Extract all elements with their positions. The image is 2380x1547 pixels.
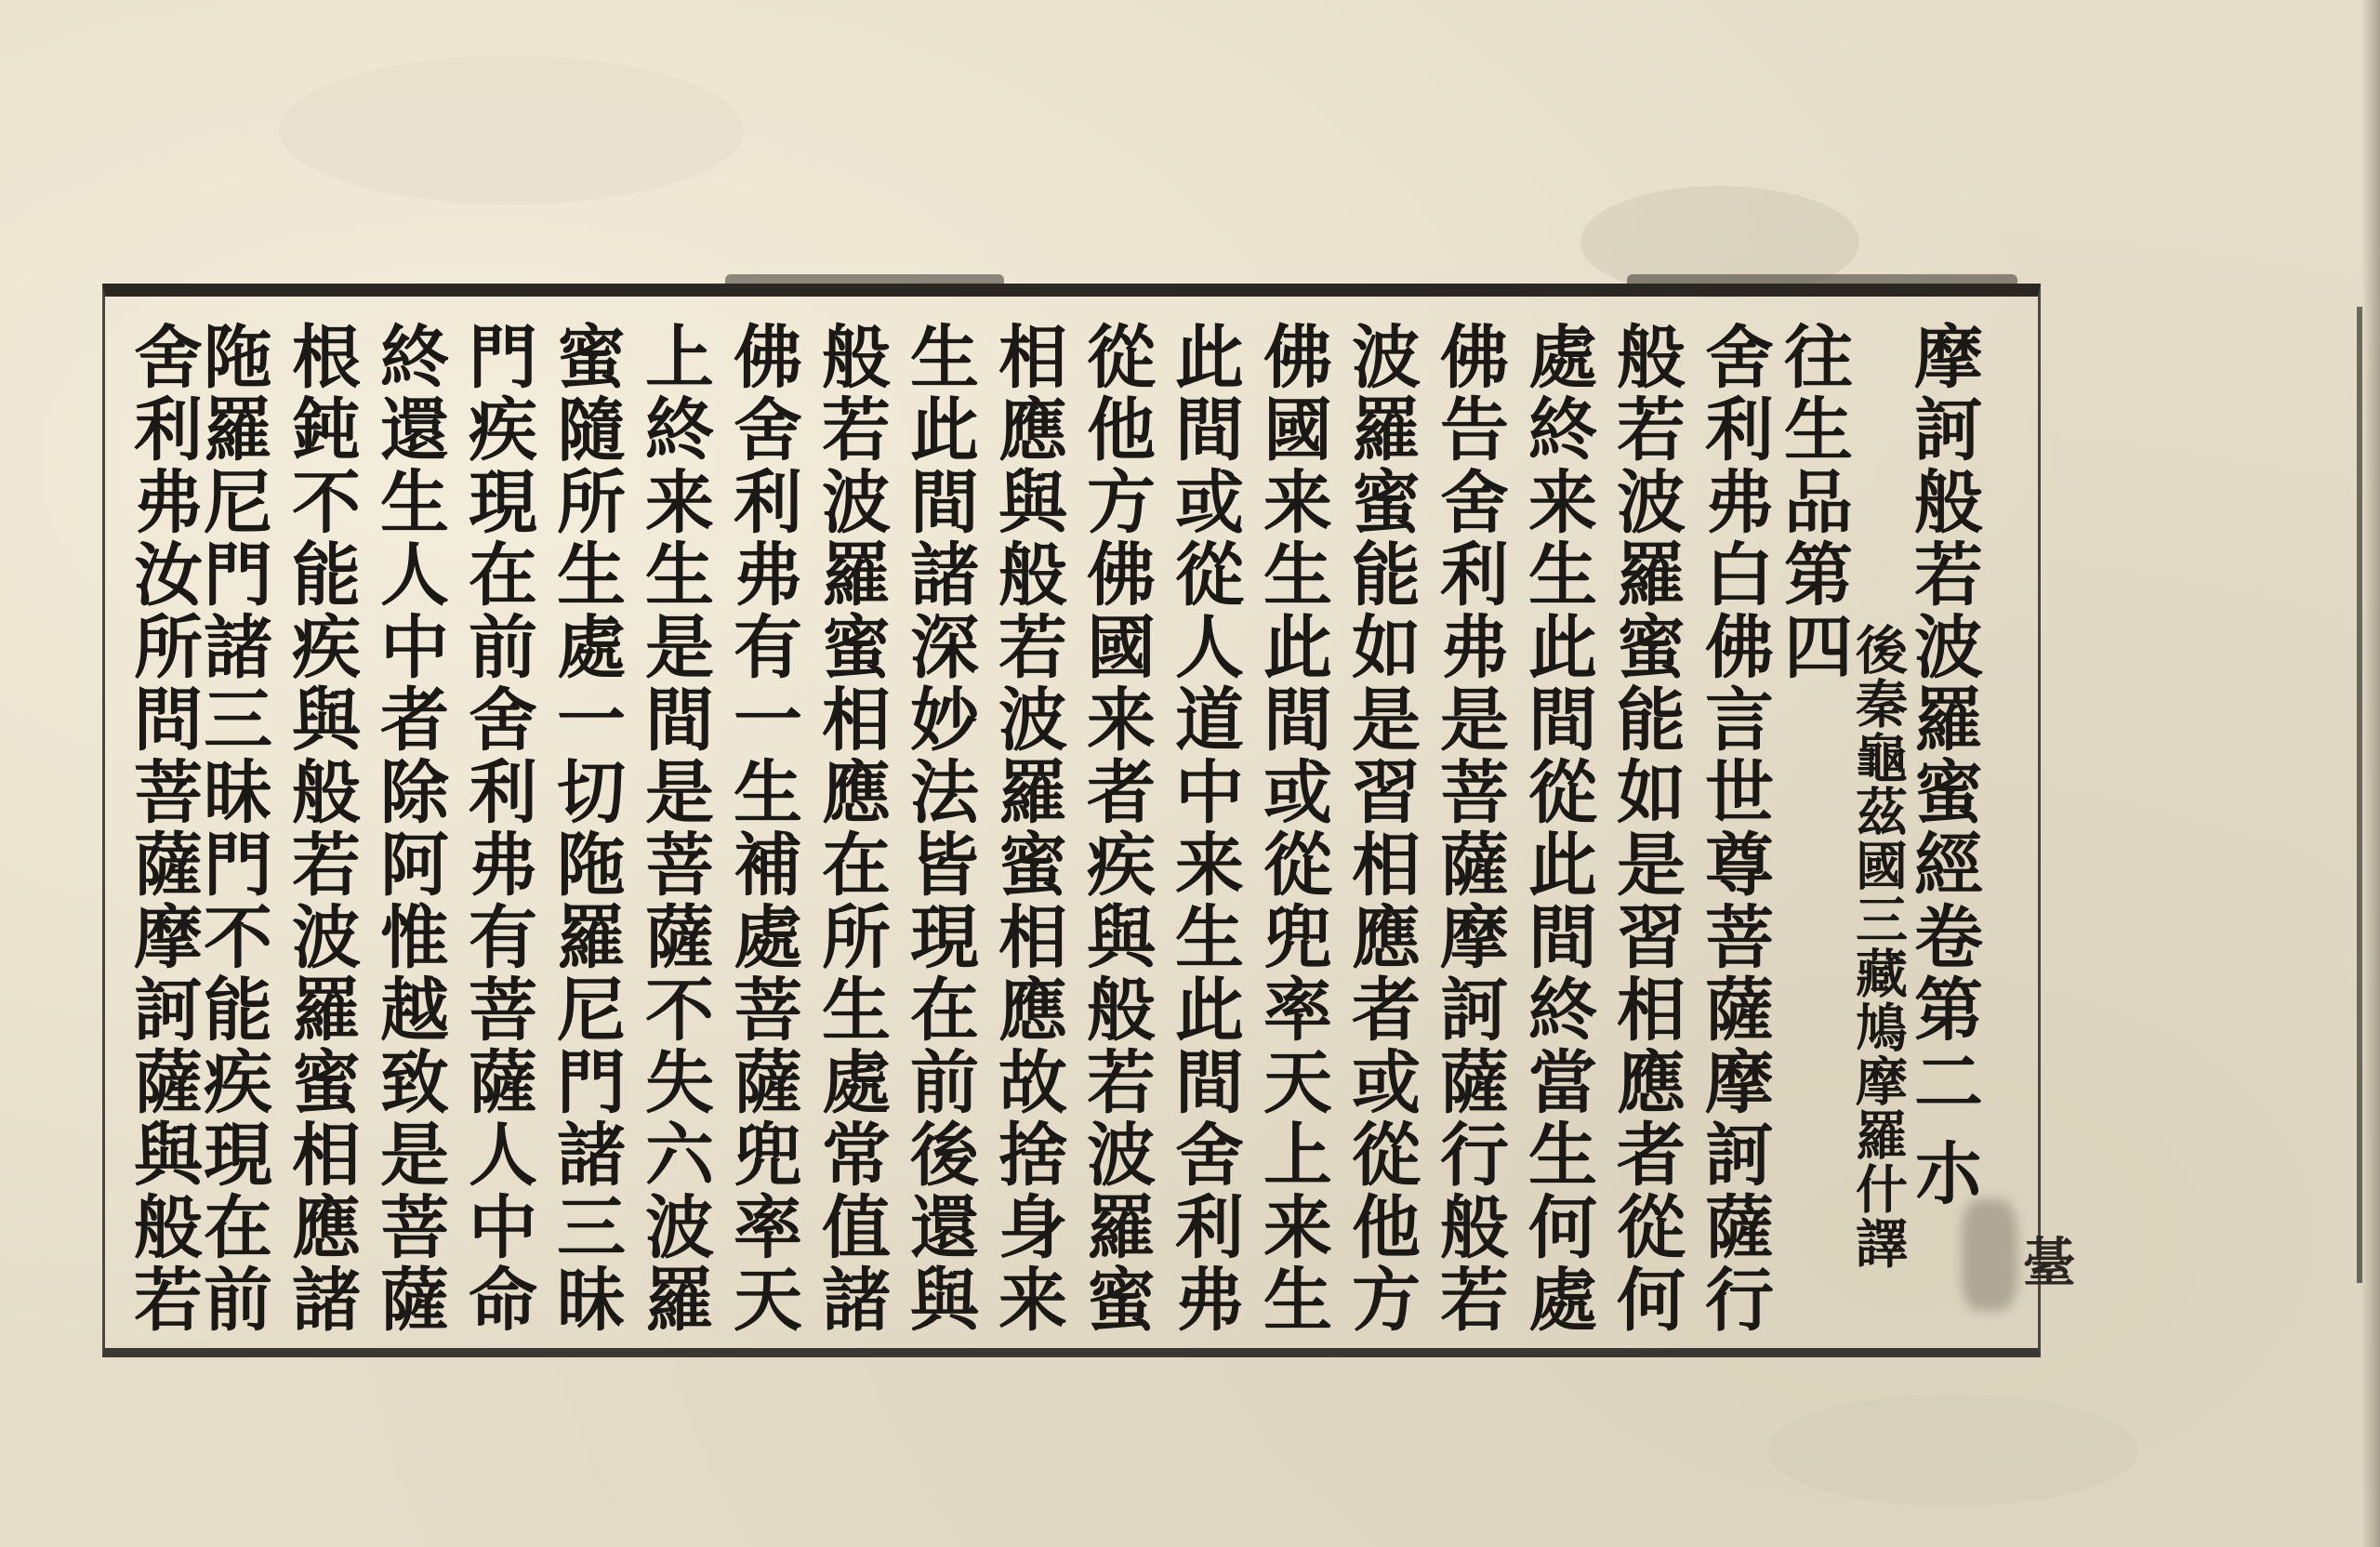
paper-stain [1766,1395,2138,1506]
text-column: 此間或從人道中来生此間舍利弗 [1164,321,1244,1336]
text-column: 上終来生是間是菩薩不失六波羅 [634,321,714,1336]
text-column: 舍利弗汝所問菩薩摩訶薩與般若 [123,321,203,1336]
sutra-title: 摩訶般若波羅蜜經卷第二 [1903,321,1983,1118]
text-column: 舍利弗白佛言世尊菩薩摩訶薩行 [1694,321,1774,1336]
text-column: 波羅蜜能如是習相應者或從他方 [1341,321,1421,1336]
text-column: 根鈍不能疾與般若波羅蜜相應諸 [281,321,361,1336]
text-column: 從他方佛國来者疾與般若波羅蜜 [1076,321,1156,1336]
text-column: 佛舍利弗有一生補處菩薩兜率天 [722,321,802,1336]
text-column: 佛告舍利弗是菩薩摩訶薩行般若 [1429,321,1509,1336]
text-column: 終還生人中者除阿惟越致是菩薩 [369,321,449,1336]
text-column: 陁羅尼門諸三昧門不能疾現在前 [192,321,272,1336]
text-column: 生此間諸深妙法皆現在前後還與 [899,321,979,1336]
translator-line: 後秦龜茲國三藏鳩摩羅什譯 [1847,623,1909,1270]
chapter-heading: 往生品第四 [1773,321,1853,683]
page-spine-shadow [2361,0,2380,1547]
paper-stain [279,56,744,205]
text-column: 蜜隨所生處一切陁羅尼門諸三昧 [546,321,626,1336]
text-column: 門疾現在前舍利弗有菩薩人中命 [457,321,537,1336]
text-column: 處終来生此間從此間終當生何處 [1517,321,1597,1336]
adjacent-sheet-edge [2357,307,2362,1283]
volume-mark: 朩 [1903,1137,1983,1210]
text-column: 般若波羅蜜能如是習相應者從何 [1606,321,1686,1336]
page-mark: 䑓 [2015,1235,2076,1287]
text-column: 般若波羅蜜相應在所生處常值諸 [811,321,891,1336]
text-column: 佛國来生此間或從兜率天上来生 [1252,321,1332,1336]
text-column: 相應與般若波羅蜜相應故捨身来 [987,321,1067,1336]
